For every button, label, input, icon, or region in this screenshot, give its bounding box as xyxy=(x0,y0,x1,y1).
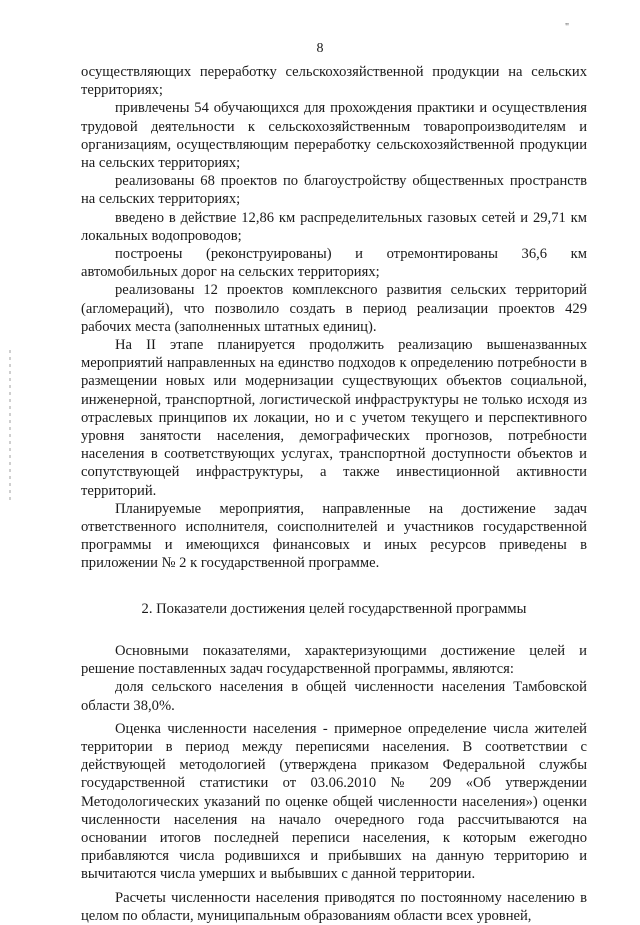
paragraph-population-calculations: Расчеты численности населения приводятся по постоянному населению в целом по области, муниципальным образованиям области всех уровней, xyxy=(81,889,587,924)
paragraph-main-indicators: Основными показателями, характеризующими достижение целей и решение поставленных задач государственной программы, являются: xyxy=(81,642,587,678)
document-body xyxy=(81,63,587,925)
page-number: 8 xyxy=(316,41,324,56)
corner-mark: " xyxy=(565,22,570,33)
paragraph-public-spaces: реализованы 68 проектов по благоустройству общественных пространств на сельских территориях; xyxy=(81,173,587,208)
paragraph-stage-two: На II этапе планируется продолжить реализацию вышеназванных мероприятий направленных на единство подходов к определению потребности в размещении новых или модернизации существующих объектов социальной, инженерной, транспортной, логистической инфраструктуры не только исходя из отраслевых принципов их локации, но и с учетом текущего и перспективного уровня занятости населения, демографических прогнозов, потребности населения в соответствующих услугах, транспортной доступности объектов и сопутствующей инфраструктуры, а также инвестиционной активности территорий. xyxy=(81,337,587,499)
paragraph-students: привлечены 54 обучающихся для прохождения практики и осуществления трудовой деятельности к сельскохозяйственным товаропроизводителям и организациям, осуществляющим переработку сельскохозяйственной продукции на сельских территориях; xyxy=(81,100,587,172)
section-heading: 2. Показатели достижения целей государственной программы xyxy=(141,600,527,617)
paragraph-rural-share: доля сельского населения в общей численности населения Тамбовской области 38,0%. xyxy=(81,679,587,714)
paragraph-population-estimate: Оценка численности населения - примерное определение числа жителей территории в период между переписями населения. В соответствии с действующей методологией (утверждена приказом Федеральной службы государственной статистики от 03.06.2010 № 209 «Об утверждении Методологических указаний по оценке общей численности населения») оценки численности населения на начало очередного года рассчитываются на основании итогов последней переписи населения, к которым ежегодно прибавляются числа родившихся и прибывших на данную территорию и вычитаются числа умерших и выбывших с данной территории. xyxy=(81,720,587,883)
paragraph-planned-measures: Планируемые мероприятия, направленные на достижение задач ответственного исполнителя, соисполнителей и участников государственной программы и имеющихся финансовых и иных ресурсов приведены в приложении № 2 к государственной программе. xyxy=(81,500,587,572)
binding-margin-mark xyxy=(9,350,11,500)
paragraph-roads: построены (реконструированы) и отремонтированы 36,6 км автомобильных дорог на сельских территориях; xyxy=(81,246,587,281)
paragraph-projects: реализованы 12 проектов комплексного развития сельских территорий (агломераций), что позволило создать в период реализации проектов 429 рабочих места (заполненных штатных единиц). xyxy=(81,282,587,335)
paragraph-gas-networks: введено в действие 12,86 км распределительных газовых сетей и 29,71 км локальных водопроводов; xyxy=(81,209,587,244)
paragraph-continuation: осуществляющих переработку сельскохозяйственной продукции на сельских территориях; xyxy=(81,64,587,99)
